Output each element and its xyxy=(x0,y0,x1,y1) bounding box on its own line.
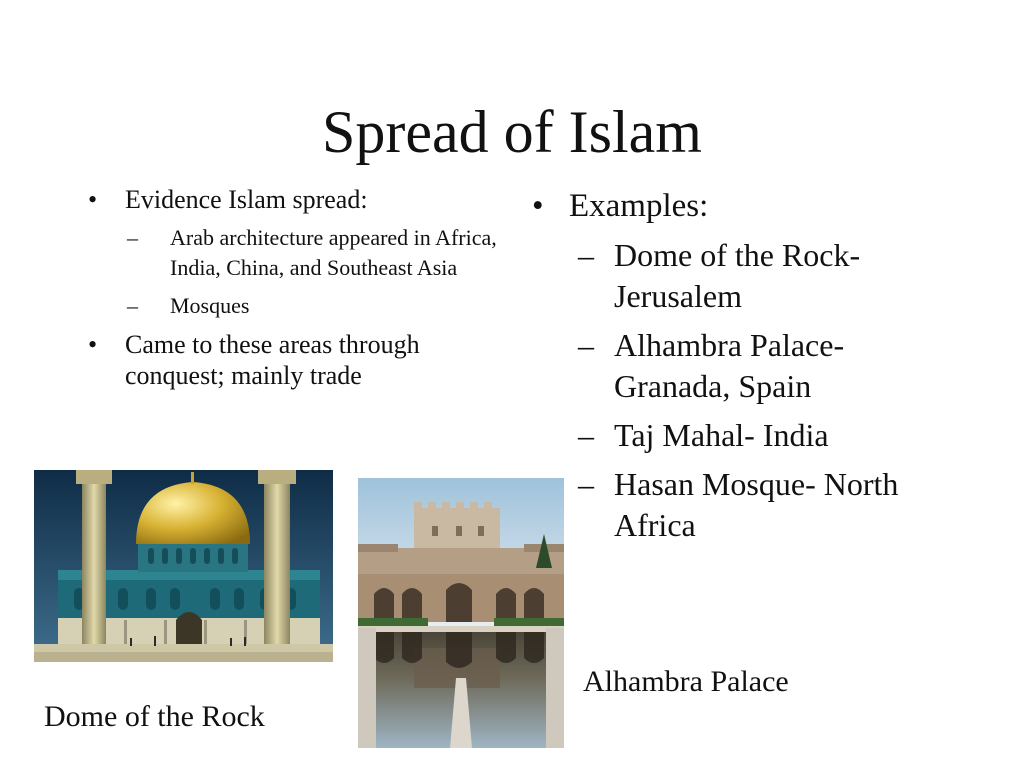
sub-mosques xyxy=(125,291,498,321)
sub-text: Mosques xyxy=(170,293,250,318)
example-text: Dome of the Rock- Jerusalem xyxy=(614,237,861,314)
example-text: Taj Mahal- India xyxy=(614,417,829,453)
example-item xyxy=(576,464,932,546)
alhambra-palace-photo xyxy=(358,478,564,748)
bullet-mark: • xyxy=(88,330,98,359)
bullet-text: Came to these areas through conquest; mainly trade xyxy=(125,330,420,390)
slide-title: Spread of Islam xyxy=(322,99,702,165)
example-text: Hasan Mosque- North Africa xyxy=(614,466,899,543)
example-text: Alhambra Palace- Granada, Spain xyxy=(614,327,845,404)
bullet-evidence xyxy=(88,184,498,215)
dome-of-the-rock-photo xyxy=(34,470,333,662)
bullet-mark: • xyxy=(532,188,544,224)
sub-text: Arab architecture appeared in Africa, India, China, and Southeast Asia xyxy=(170,225,497,280)
example-item xyxy=(576,235,932,317)
dash-mark: – xyxy=(127,293,138,318)
caption-dome-of-the-rock: Dome of the Rock xyxy=(44,700,265,733)
bullet-examples xyxy=(532,186,932,227)
sub-architecture xyxy=(125,223,498,283)
dash-mark: – xyxy=(578,327,594,363)
example-item xyxy=(576,325,932,407)
example-item xyxy=(576,415,932,456)
bullet-conquest xyxy=(88,329,498,391)
bullet-text: Evidence Islam spread: xyxy=(125,185,368,214)
dash-mark: – xyxy=(578,237,594,273)
dash-mark: – xyxy=(578,417,594,453)
left-column xyxy=(88,184,498,391)
dash-mark: – xyxy=(127,225,138,250)
dash-mark: – xyxy=(578,466,594,502)
bullet-mark: • xyxy=(88,185,98,214)
bullet-text: Examples: xyxy=(569,188,709,224)
caption-alhambra-palace: Alhambra Palace xyxy=(583,665,789,698)
right-column xyxy=(532,186,932,546)
